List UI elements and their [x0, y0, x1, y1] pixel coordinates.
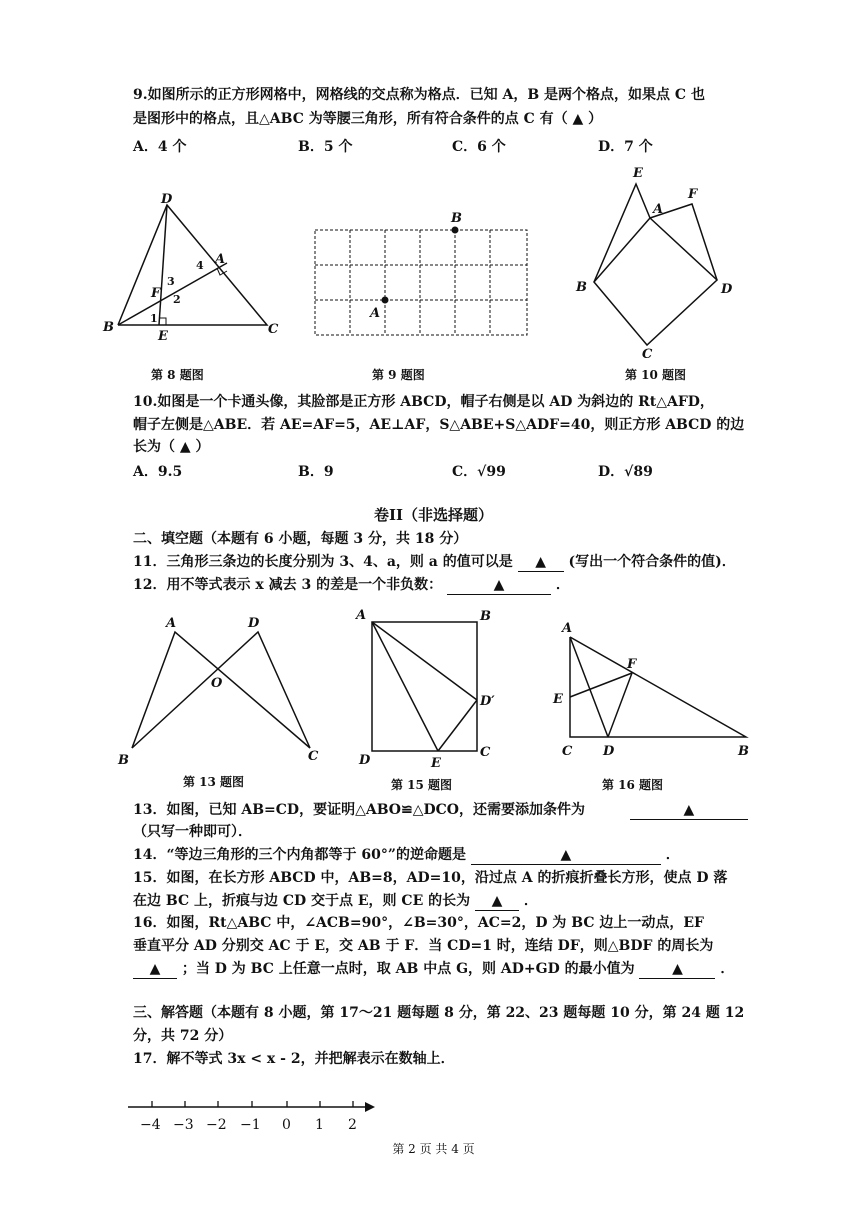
q11	[133, 553, 736, 572]
q14-answer-blank[interactable]: ▲	[471, 846, 661, 865]
fig9-label-b: B	[451, 211, 462, 226]
fig8-label-e: E	[158, 329, 168, 344]
tick-neg2: −2	[206, 1117, 227, 1133]
q9-line2: 是图形中的格点，且△ABC 为等腰三角形，所有符合条件的点 C 有（ ▲ ）	[133, 111, 603, 127]
fig9-label-a: A	[370, 306, 381, 321]
solve-heading-1: 三、解答题（本题有 8 小题，第 17～21 题每题 8 分，第 22、23 题每题 10 分，第 24 题 12	[133, 1005, 745, 1021]
tick-0: 0	[282, 1117, 291, 1133]
fig13-label-c: C	[308, 749, 319, 764]
figure-16	[548, 615, 758, 765]
q9-option-a: A．4 个	[133, 139, 187, 155]
tick-1: 1	[315, 1117, 324, 1133]
fig10-label-b: B	[576, 280, 587, 295]
fig16-label-a: A	[562, 621, 573, 636]
q15-line1: 15．如图，在长方形 ABCD 中，AB=8，AD=10，沿过点 A 的折痕折叠长方形，使点 D 落	[133, 870, 728, 886]
q16-line1: 16．如图，Rt△ABC 中，∠ACB=90°，∠B=30°，AC=2，D 为 BC 边上一动点，EF	[133, 915, 704, 931]
q16-answer-blank-2[interactable]: ▲	[639, 960, 715, 979]
page-footer: 第 2 页 共 4 页	[392, 1142, 475, 1156]
q14-tail: ．	[665, 847, 680, 863]
q16-answer-blank-1[interactable]: ▲	[133, 960, 177, 979]
fig8-label-f: F	[151, 286, 161, 301]
fig8-label-b: B	[103, 320, 114, 335]
q13-answer-blank[interactable]: ▲	[630, 801, 748, 820]
q15-line2	[133, 892, 538, 911]
q10-option-a: A．9.5	[133, 464, 183, 480]
figure-13	[110, 610, 330, 770]
tick-neg4: −4	[140, 1117, 161, 1133]
q13-text: 13．如图，已知 AB=CD，要证明△ABO≌△DCO，还需要添加条件为	[133, 802, 585, 818]
fig15-label-d-prime: D′	[480, 694, 495, 709]
fig10-caption: 第 10 题图	[625, 368, 687, 382]
section2-title: 卷II（非选择题）	[373, 506, 494, 524]
q15-answer-blank[interactable]: ▲	[475, 892, 519, 911]
q15-text: 在边 BC 上，折痕与边 CD 交于点 E，则 CE 的长为	[133, 893, 471, 909]
fig10-label-e: E	[633, 166, 643, 181]
q12-text: 12．用不等式表示 x 减去 3 的差是一个非负数：	[133, 577, 443, 593]
fig8-label-1: 1	[150, 312, 158, 325]
q13-line1	[133, 801, 748, 820]
q17: 17．解不等式 3x < x - 2，并把解表示在数轴上．	[133, 1051, 455, 1067]
fig15-label-c: C	[480, 745, 491, 760]
q12-tail: ．	[555, 577, 570, 593]
fig8-caption: 第 8 题图	[151, 368, 204, 382]
q12	[133, 576, 570, 595]
fig16-label-b: B	[738, 744, 749, 759]
fill-heading: 二、填空题（本题有 6 小题，每题 3 分，共 18 分）	[133, 531, 468, 547]
q12-answer-blank[interactable]: ▲	[447, 576, 551, 595]
figure-8	[95, 185, 295, 355]
q10-line1: 10.如图是一个卡通头像，其脸部是正方形 ABCD，帽子右侧是以 AD 为斜边的 Rt△AFD，	[133, 394, 714, 410]
fig13-label-d: D	[248, 616, 260, 631]
q16-line2: 垂直平分 AD 分别交 AC 于 E，交 AB 于 F．当 CD=1 时，连结 DF，则△BDF 的周长为	[133, 938, 714, 954]
fig16-label-f: F	[627, 657, 637, 672]
q10-option-c: C．√99	[452, 464, 506, 480]
q10-option-b: B．9	[298, 464, 334, 480]
fig13-label-a: A	[166, 616, 177, 631]
fig8-label-2: 2	[173, 293, 181, 306]
q10-option-d: D．√89	[598, 464, 653, 480]
fig10-label-c: C	[642, 347, 653, 362]
q16-line3	[133, 960, 734, 979]
fig9-caption: 第 9 题图	[372, 368, 425, 382]
figure-10	[570, 160, 745, 360]
tick-neg1: −1	[240, 1117, 261, 1133]
q9-option-c: C．6 个	[452, 139, 506, 155]
fig15-label-b: B	[480, 609, 491, 624]
q11-answer-blank[interactable]: ▲	[518, 553, 564, 572]
q9-line1: 9.如图所示的正方形网格中，网格线的交点称为格点．已知 A，B 是两个格点，如果点 C 也	[133, 87, 705, 103]
solve-heading-2: 分，共 72 分）	[133, 1028, 233, 1044]
q11-tail: (写出一个符合条件的值)．	[568, 554, 736, 570]
fig13-caption: 第 13 题图	[183, 775, 245, 789]
q14-text: 14．“等边三角形的三个内角都等于 60°”的逆命题是	[133, 847, 466, 863]
tick-neg3: −3	[173, 1117, 194, 1133]
fig8-label-3: 3	[167, 275, 175, 288]
q11-text: 11．三角形三条边的长度分别为 3、4、a，则 a 的值可以是	[133, 554, 513, 570]
fig10-label-d: D	[721, 282, 733, 297]
figure-9	[310, 205, 535, 345]
q10-line2: 帽子左侧是△ABE．若 AE=AF=5，AE⊥AF，S△ABE+S△ADF=40，则正方形 ABCD 的边	[133, 417, 745, 433]
figure-15	[350, 604, 510, 774]
q9-option-d: D．7 个	[598, 139, 653, 155]
q14	[133, 846, 680, 865]
fig15-caption: 第 15 题图	[391, 778, 453, 792]
fig13-label-o: O	[211, 676, 223, 691]
q10-line3: 长为（ ▲ ）	[133, 439, 210, 455]
q13-line2: （只写一种即可）．	[133, 824, 252, 840]
fig10-label-a: A	[653, 202, 664, 217]
tick-2: 2	[348, 1117, 357, 1133]
fig16-label-e: E	[553, 692, 563, 707]
q16-tail: ．	[720, 961, 735, 977]
fig8-label-4: 4	[196, 259, 204, 272]
fig16-caption: 第 16 题图	[602, 778, 664, 792]
fig15-label-e: E	[431, 756, 441, 771]
q16-mid: ；当 D 为 BC 上任意一点时，取 AB 中点 G，则 AD+GD 的最小值为	[181, 961, 635, 977]
q15-tail: ．	[523, 893, 538, 909]
fig8-label-a: A	[215, 252, 226, 267]
fig15-label-a: A	[356, 608, 367, 623]
fig8-label-c: C	[268, 322, 279, 337]
q9-option-b: B．5 个	[298, 139, 353, 155]
fig8-label-d: D	[161, 192, 173, 207]
fig16-label-c: C	[562, 744, 573, 759]
fig10-label-f: F	[688, 187, 698, 202]
fig15-label-d: D	[359, 753, 371, 768]
fig16-label-d: D	[603, 744, 615, 759]
fig13-label-b: B	[118, 753, 129, 768]
number-line	[125, 1095, 385, 1140]
